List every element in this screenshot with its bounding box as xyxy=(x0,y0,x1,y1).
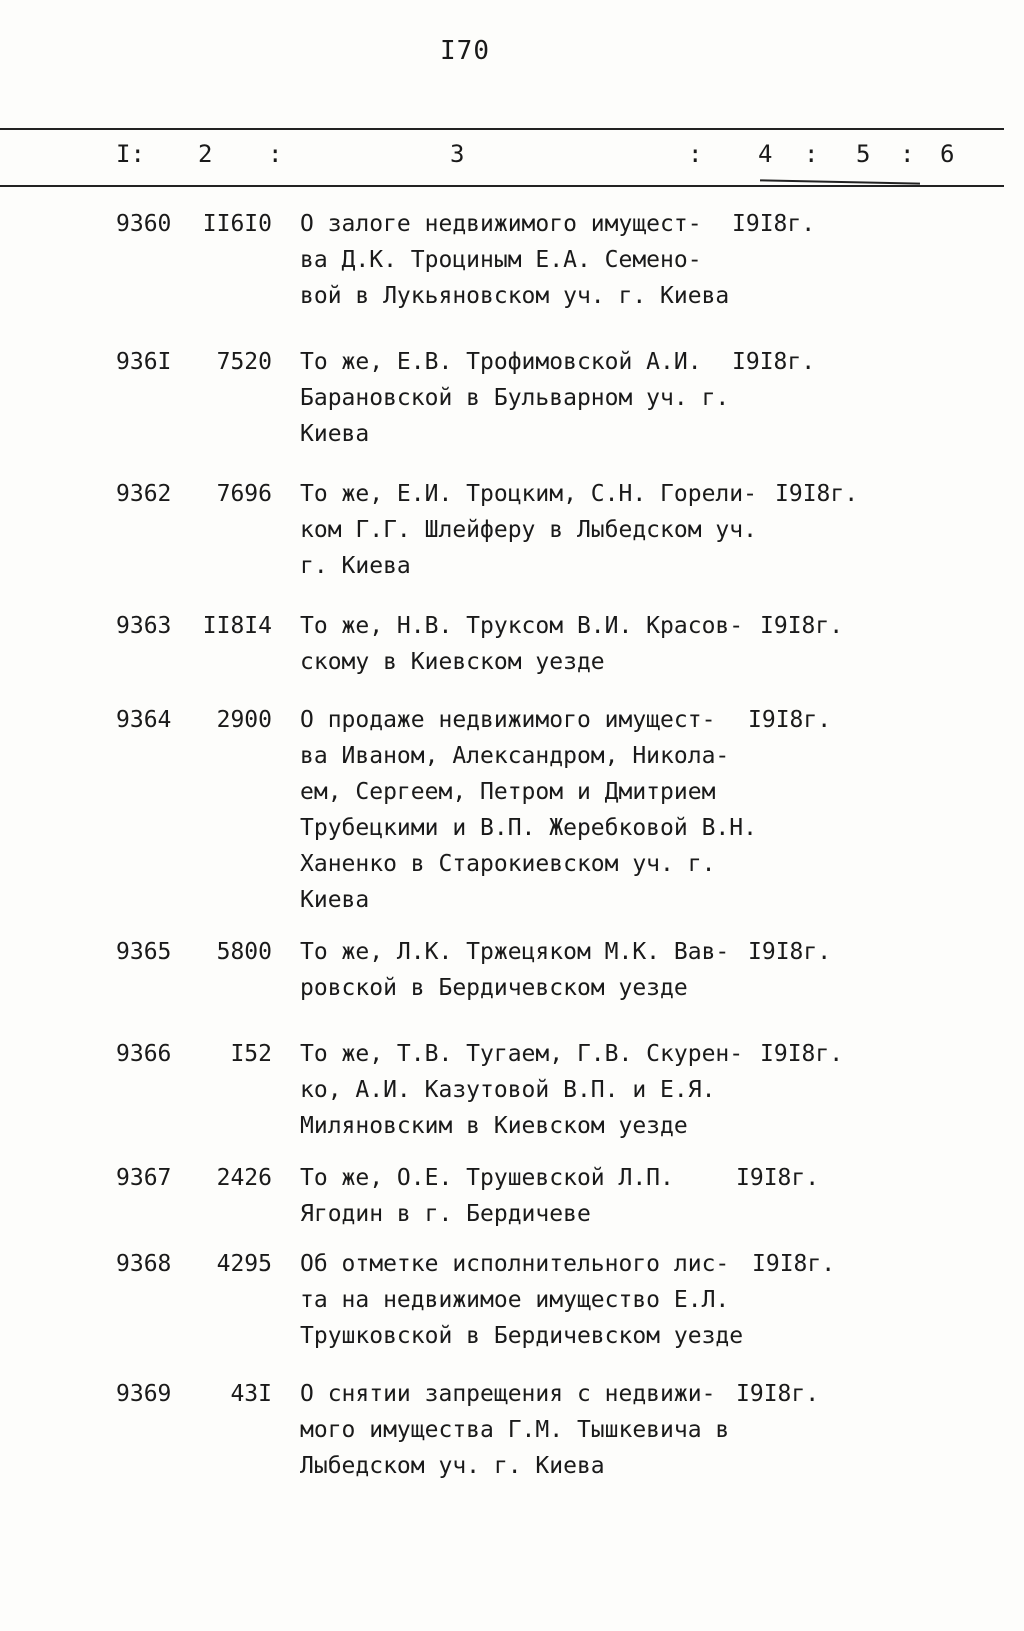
header-col4: 4 xyxy=(758,140,773,168)
header-sep1: : xyxy=(268,140,283,168)
description-line: Трубецкими и В.П. Жеребковой В.Н. xyxy=(300,815,757,841)
entry-item: 2426 xyxy=(216,1165,272,1191)
description-line: О снятии запрещения с недвижи- xyxy=(300,1381,716,1407)
entry-year: I9I8г. xyxy=(760,1041,844,1067)
description-line: О залоге недвижимого имущест- xyxy=(300,211,702,237)
description-line: То же, Л.К. Тржецяком М.К. Вав- xyxy=(300,939,730,965)
entry-year: I9I8г. xyxy=(748,707,832,733)
description-line: г. Киева xyxy=(300,553,411,579)
entry-number: 9365 xyxy=(116,939,172,965)
description-line: То же, Т.В. Тугаем, Г.В. Скурен- xyxy=(300,1041,744,1067)
table-header xyxy=(0,140,1024,176)
entry-description xyxy=(300,344,729,452)
header-col6: 6 xyxy=(940,140,955,168)
description-line: То же, Н.В. Труксом В.И. Красов- xyxy=(300,613,744,639)
entry-item: 4295 xyxy=(216,1251,272,1277)
description-line: Миляновским в Киевском уезде xyxy=(300,1113,688,1139)
description-line: ровской в Бердичевском уезде xyxy=(300,975,688,1001)
description-line: Трушковской в Бердичевском уезде xyxy=(300,1323,744,1349)
entry-year: I9I8г. xyxy=(752,1251,836,1277)
entry-description xyxy=(300,608,743,680)
description-line: ем, Сергеем, Петром и Дмитрием xyxy=(300,779,716,805)
header-sep3: : xyxy=(804,140,819,168)
page-number: I70 xyxy=(440,36,490,66)
header-col3: 3 xyxy=(450,140,465,168)
entry-description xyxy=(300,934,729,1006)
entry-number: 9363 xyxy=(116,613,172,639)
entry-number: 9367 xyxy=(116,1165,172,1191)
description-line: Киева xyxy=(300,887,370,913)
entry-description xyxy=(300,1036,743,1144)
header-col5: 5 xyxy=(856,140,871,168)
entry-description xyxy=(300,206,729,314)
entry-number: 9368 xyxy=(116,1251,172,1277)
entry-item: 5800 xyxy=(216,939,272,965)
entry-year: I9I8г. xyxy=(775,481,859,507)
description-line: мого имущества Г.М. Тышкевича в xyxy=(300,1417,730,1443)
entry-year: I9I8г. xyxy=(748,939,832,965)
entry-item: II8I4 xyxy=(202,613,272,639)
entry-item: 7520 xyxy=(216,349,272,375)
description-line: ком Г.Г. Шлейферу в Лыбедском уч. xyxy=(300,517,757,543)
entry-item: II6I0 xyxy=(202,211,272,237)
description-line: О продаже недвижимого имущест- xyxy=(300,707,716,733)
entry-number: 9364 xyxy=(116,707,172,733)
header-bottom-rule xyxy=(0,185,1004,187)
description-line: Ягодин в г. Бердичеве xyxy=(300,1201,591,1227)
entry-number: 9366 xyxy=(116,1041,172,1067)
description-line: Об отметке исполнительного лис- xyxy=(300,1251,730,1277)
description-line: То же, О.Е. Трушевской Л.П. xyxy=(300,1165,674,1191)
description-line: ва Д.К. Троциным Е.А. Семено- xyxy=(300,247,702,273)
entry-number: 9360 xyxy=(116,211,172,237)
top-rule xyxy=(0,128,1004,130)
header-rule-tail xyxy=(760,179,920,184)
entry-number: 936I xyxy=(116,349,172,375)
description-line: То же, Е.В. Трофимовской А.И. xyxy=(300,349,702,375)
entry-year: I9I8г. xyxy=(732,211,816,237)
description-line: скому в Киевском уезде xyxy=(300,649,605,675)
entry-year: I9I8г. xyxy=(736,1381,820,1407)
entry-year: I9I8г. xyxy=(732,349,816,375)
entry-year: I9I8г. xyxy=(760,613,844,639)
entry-description xyxy=(300,476,757,584)
description-line: То же, Е.И. Троцким, С.Н. Горели- xyxy=(300,481,757,507)
description-line: та на недвижимое имущество Е.Л. xyxy=(300,1287,730,1313)
entry-description xyxy=(300,702,757,918)
entry-description xyxy=(300,1246,743,1354)
description-line: Лыбедском уч. г. Киева xyxy=(300,1453,605,1479)
description-line: Киева xyxy=(300,421,370,447)
entry-item: 7696 xyxy=(216,481,272,507)
description-line: ва Иваном, Александром, Никола- xyxy=(300,743,730,769)
entry-item: 43I xyxy=(230,1381,272,1407)
header-sep4: : xyxy=(900,140,915,168)
entry-item: 2900 xyxy=(216,707,272,733)
entry-number: 9362 xyxy=(116,481,172,507)
header-sep2: : xyxy=(688,140,703,168)
entry-item: I52 xyxy=(230,1041,272,1067)
entry-number: 9369 xyxy=(116,1381,172,1407)
description-line: Барановской в Бульварном уч. г. xyxy=(300,385,730,411)
entry-year: I9I8г. xyxy=(736,1165,820,1191)
description-line: вой в Лукьяновском уч. г. Киева xyxy=(300,283,730,309)
header-col1: I: xyxy=(116,140,145,168)
entry-description xyxy=(300,1376,729,1484)
description-line: ко, А.И. Казутовой В.П. и Е.Я. xyxy=(300,1077,716,1103)
header-col2: 2 xyxy=(198,140,213,168)
description-line: Ханенко в Старокиевском уч. г. xyxy=(300,851,716,877)
entry-description xyxy=(300,1160,674,1232)
